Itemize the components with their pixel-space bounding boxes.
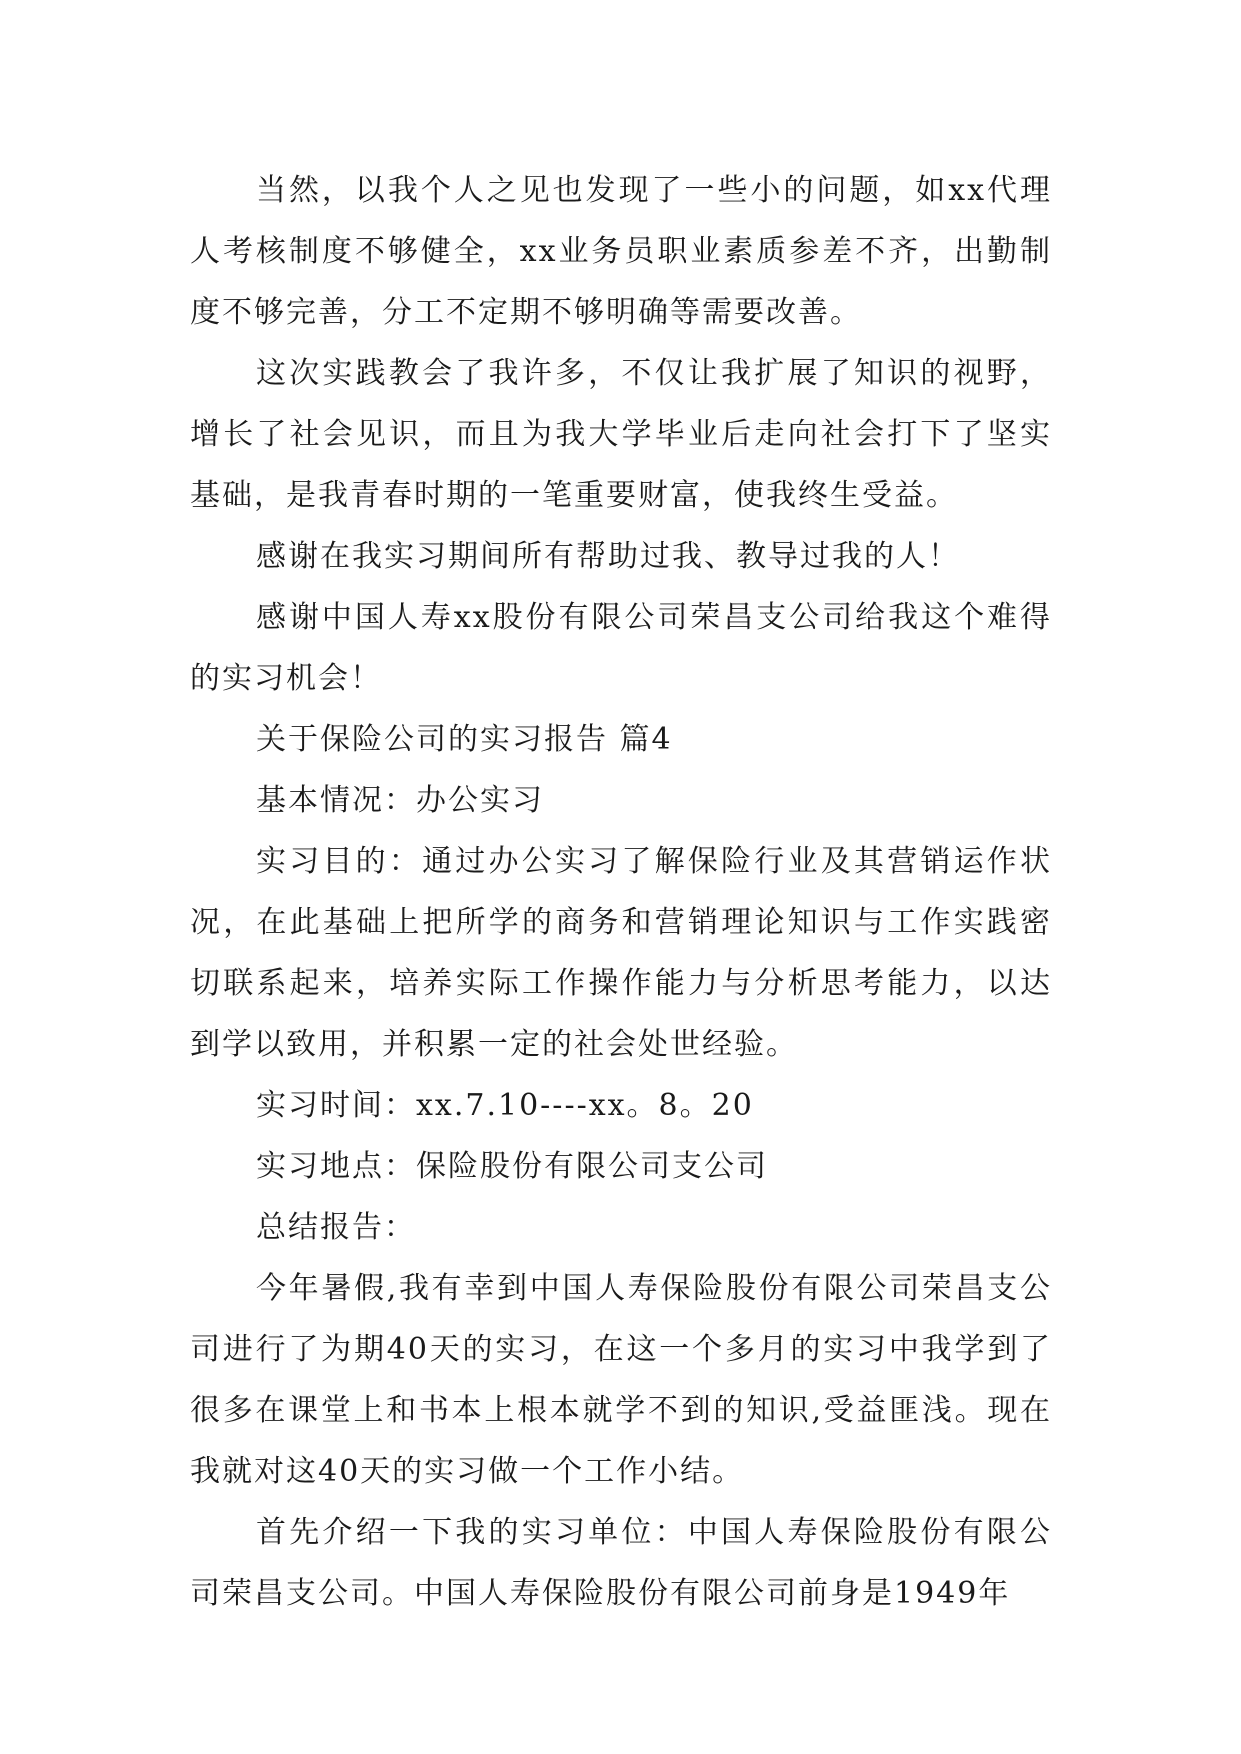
- section-heading: 关于保险公司的实习报告 篇4: [256, 722, 673, 757]
- internship-time: 实习时间：xx.7.10----xx。8。20: [256, 1088, 754, 1123]
- internship-purpose: 实习目的：通过办公实习了解保险行业及其营销运作状况，在此基础上把所学的商务和营销理论知识与工作实践密切联系起来，培养实际工作操作能力与分析思考能力，以达到学以致用，并积累一定的社会处世经验。: [190, 844, 1052, 1062]
- paragraph-practice-gains: 这次实践教会了我许多，不仅让我扩展了知识的视野，增长了社会见识，而且为我大学毕业后走向社会打下了坚实基础，是我青春时期的一笔重要财富，使我终生受益。: [190, 356, 1052, 513]
- paragraph-thanks-company: 感谢中国人寿xx股份有限公司荣昌支公司给我这个难得的实习机会！: [190, 600, 1052, 696]
- basic-info: 基本情况：办公实习: [256, 783, 544, 818]
- paragraph-thanks-people: 感谢在我实习期间所有帮助过我、教导过我的人！: [256, 539, 960, 574]
- paragraph-summer-internship: 今年暑假,我有幸到中国人寿保险股份有限公司荣昌支公司进行了为期40天的实习，在这一个多月的实习中我学到了很多在课堂上和书本上根本就学不到的知识,受益匪浅。现在我就对这40天的实习做一个工作小结。: [190, 1271, 1052, 1489]
- paragraph-company-intro: 首先介绍一下我的实习单位：中国人寿保险股份有限公司荣昌支公司。中国人寿保险股份有限公司前身是1949年: [190, 1515, 1052, 1611]
- internship-location: 实习地点：保险股份有限公司支公司: [256, 1149, 768, 1184]
- document-body: [190, 160, 1052, 1624]
- summary-heading: 总结报告：: [256, 1210, 416, 1245]
- paragraph-issues: 当然，以我个人之见也发现了一些小的问题，如xx代理人考核制度不够健全，xx业务员职业素质参差不齐，出勤制度不够完善，分工不定期不够明确等需要改善。: [190, 173, 1052, 330]
